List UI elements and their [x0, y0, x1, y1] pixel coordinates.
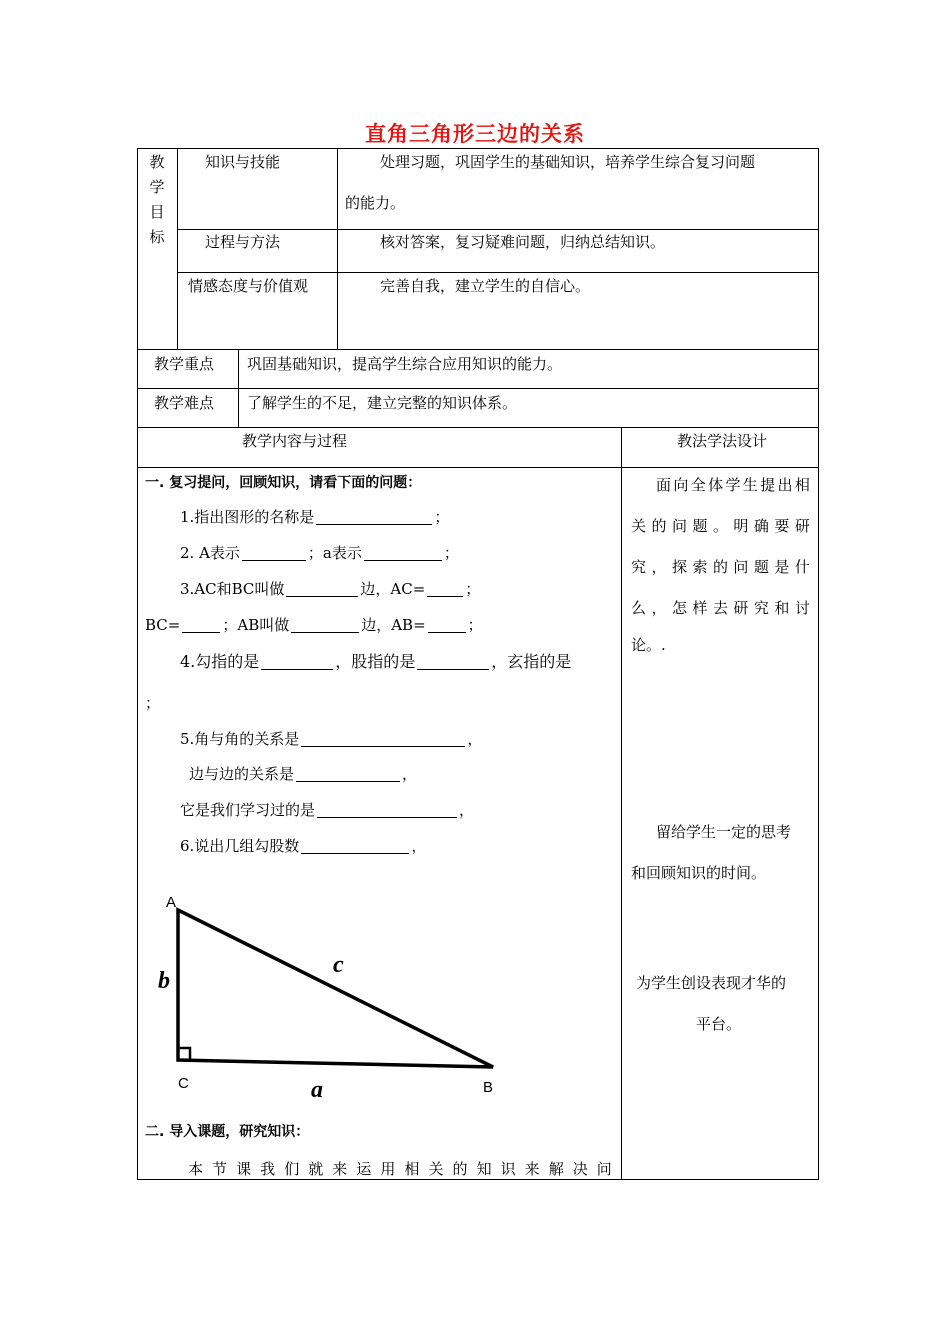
q5a-prefix: 5.角与角的关系是	[180, 730, 300, 748]
objective-content-knowledge: 处理习题，巩固学生的基础知识，培养学生综合复习问题	[380, 153, 756, 171]
vertex-b-label: B	[483, 1079, 494, 1096]
q4-part2: ，股指的是	[335, 652, 416, 671]
text-char: 用	[380, 1160, 396, 1178]
question-3a	[180, 582, 480, 597]
objective-content-process: 核对答案，复习疑难问题，归纳总结知识。	[380, 233, 666, 251]
answer-blank[interactable]	[301, 839, 409, 854]
text-char: ，	[651, 558, 667, 576]
key-point-content: 巩固基础知识，提高学生综合应用知识的能力。	[247, 355, 563, 373]
text-char: 的	[651, 517, 667, 535]
q3a-suffix: ；	[465, 580, 481, 598]
question-1	[180, 510, 449, 525]
q6-suffix: ，	[411, 837, 427, 855]
text-char: 本	[188, 1160, 204, 1178]
q5c-prefix: 它是我们学习过的是	[180, 801, 316, 819]
text-char: 问	[671, 517, 687, 535]
q4-part3: ，玄指的是	[491, 652, 572, 671]
q3b-part2: ；AB叫做	[222, 616, 290, 634]
q5b-prefix: 边与边的关系是	[189, 765, 295, 783]
text-char: 探	[671, 558, 687, 576]
answer-blank[interactable]	[182, 618, 220, 633]
text-char: 的	[712, 558, 728, 576]
objective-name-attitude: 情感态度与价值观	[188, 277, 309, 295]
text-char: ，	[651, 599, 667, 617]
text-char: 的	[452, 1160, 468, 1178]
text-char: 关	[428, 1160, 444, 1178]
text-char: 确	[753, 517, 769, 535]
q1-suffix: ；	[434, 508, 450, 526]
objective-content-knowledge-cont: 的能力。	[345, 194, 406, 212]
text-char: 向	[673, 476, 689, 494]
text-char: 究	[753, 599, 769, 617]
q5a-suffix: ，	[467, 730, 483, 748]
text-char: 么	[631, 599, 647, 617]
text-char: 们	[284, 1160, 300, 1178]
text-char: 知	[476, 1160, 492, 1178]
side-b-label: b	[158, 968, 170, 994]
column-header-methods: 教法学法设计	[677, 432, 768, 450]
objectives-label	[147, 150, 167, 250]
text-char: 研	[733, 599, 749, 617]
text-char: 运	[356, 1160, 372, 1178]
q4-part1: 4.勾指的是	[180, 652, 260, 671]
text-char: 相	[794, 476, 810, 494]
q5b-suffix: ，	[402, 765, 418, 783]
q3b-part3: 边，AB=	[361, 616, 426, 634]
text-char: 相	[404, 1160, 420, 1178]
text-char: 题	[692, 517, 708, 535]
triangle-shape	[178, 910, 493, 1067]
section2-paragraph	[188, 1158, 612, 1179]
method-2-line: 留给学生一定的思考	[656, 823, 792, 841]
text-char: 。	[712, 517, 728, 535]
method-1-line	[656, 474, 810, 495]
objectives-label-char: 学	[149, 178, 165, 196]
text-char: 要	[774, 517, 790, 535]
text-char: 来	[524, 1160, 540, 1178]
text-char: 生	[742, 476, 758, 494]
text-char: 研	[794, 517, 810, 535]
text-char: 关	[631, 517, 647, 535]
text-char: 是	[774, 558, 790, 576]
text-char: 出	[777, 476, 793, 494]
objective-name-knowledge: 知识与技能	[205, 153, 281, 171]
answer-blank[interactable]	[364, 546, 442, 561]
text-char: 体	[708, 476, 724, 494]
difficulty-label: 教学难点	[154, 394, 215, 412]
text-char: 学	[725, 476, 741, 494]
q2-suffix: ；	[443, 544, 459, 562]
text-char: 问	[733, 558, 749, 576]
q1-prefix: 1.指出图形的名称是	[180, 508, 315, 526]
question-4-end: ；	[145, 694, 161, 712]
text-char: 去	[712, 599, 728, 617]
q6-prefix: 6.说出几组勾股数	[180, 837, 300, 855]
method-1-line	[631, 515, 810, 536]
text-char: 来	[332, 1160, 348, 1178]
answer-blank[interactable]	[291, 618, 359, 633]
question-6	[180, 839, 426, 854]
objectives-label-char: 标	[149, 228, 165, 246]
q5c-suffix: ，	[459, 801, 475, 819]
side-c-label: c	[333, 952, 344, 978]
objective-name-process: 过程与方法	[205, 233, 281, 251]
text-char: 决	[572, 1160, 588, 1178]
text-char: 就	[308, 1160, 324, 1178]
question-4	[180, 654, 571, 670]
answer-blank[interactable]	[316, 510, 432, 525]
q2-part2: ；a表示	[307, 544, 362, 562]
text-char: 问	[596, 1160, 612, 1178]
objective-content-attitude: 完善自我，建立学生的自信心。	[380, 277, 591, 295]
text-char: 识	[500, 1160, 516, 1178]
q2-part1: 2. A表示	[180, 544, 240, 562]
question-5b	[189, 767, 417, 782]
right-angle-marker	[178, 1048, 190, 1060]
page-title: 直角三角形三边的关系	[365, 122, 585, 146]
answer-blank[interactable]	[286, 582, 358, 597]
text-char: 明	[733, 517, 749, 535]
text-char: 面	[656, 476, 672, 494]
text-char: 题	[753, 558, 769, 576]
section1-heading: 一. 复习提问，回顾知识，请看下面的问题：	[145, 475, 422, 491]
answer-blank[interactable]	[261, 655, 333, 670]
method-1-line	[631, 556, 810, 577]
text-char: 我	[260, 1160, 276, 1178]
difficulty-content: 了解学生的不足，建立完整的知识体系。	[247, 394, 518, 412]
answer-blank[interactable]	[417, 655, 489, 670]
answer-blank[interactable]	[317, 803, 457, 818]
text-char: 什	[794, 558, 810, 576]
answer-blank[interactable]	[427, 582, 463, 597]
question-3b	[145, 618, 483, 633]
method-2-line: 和回顾知识的时间。	[631, 864, 767, 882]
q3b-suffix: ；	[467, 616, 483, 634]
right-triangle-figure	[140, 885, 620, 1105]
method-1-line: 论。.	[631, 636, 666, 654]
key-point-label: 教学重点	[154, 355, 215, 373]
text-char: 究	[631, 558, 647, 576]
answer-blank[interactable]	[242, 546, 306, 561]
text-char: 样	[692, 599, 708, 617]
text-char: 讨	[794, 599, 810, 617]
text-char: 课	[236, 1160, 252, 1178]
answer-blank[interactable]	[428, 618, 466, 633]
section2-heading: 二. 导入课题，研究知识：	[145, 1124, 310, 1140]
method-3-line: 为学生创设表现才华的	[636, 974, 787, 992]
q3b-part1: BC=	[145, 616, 181, 634]
question-2	[180, 546, 459, 561]
question-5c	[180, 803, 474, 818]
q3a-part2: 边，AC=	[360, 580, 426, 598]
text-char: 和	[774, 599, 790, 617]
answer-blank[interactable]	[301, 732, 465, 747]
objectives-label-char: 目	[149, 203, 165, 221]
answer-blank[interactable]	[296, 767, 400, 782]
text-char: 索	[692, 558, 708, 576]
text-char: 解	[548, 1160, 564, 1178]
text-char: 提	[760, 476, 776, 494]
text-char: 全	[690, 476, 706, 494]
text-char: 节	[212, 1160, 228, 1178]
method-1-line	[631, 597, 810, 618]
question-5a	[180, 732, 482, 747]
objectives-label-char: 教	[149, 153, 165, 171]
q3a-part1: 3.AC和BC叫做	[180, 580, 285, 598]
vertex-a-label: A	[166, 894, 177, 911]
side-a-label: a	[311, 1077, 323, 1103]
method-3-line: 平台。	[696, 1015, 742, 1033]
text-char: 怎	[671, 599, 687, 617]
vertex-c-label: C	[178, 1075, 189, 1092]
column-header-content: 教学内容与过程	[242, 432, 348, 450]
